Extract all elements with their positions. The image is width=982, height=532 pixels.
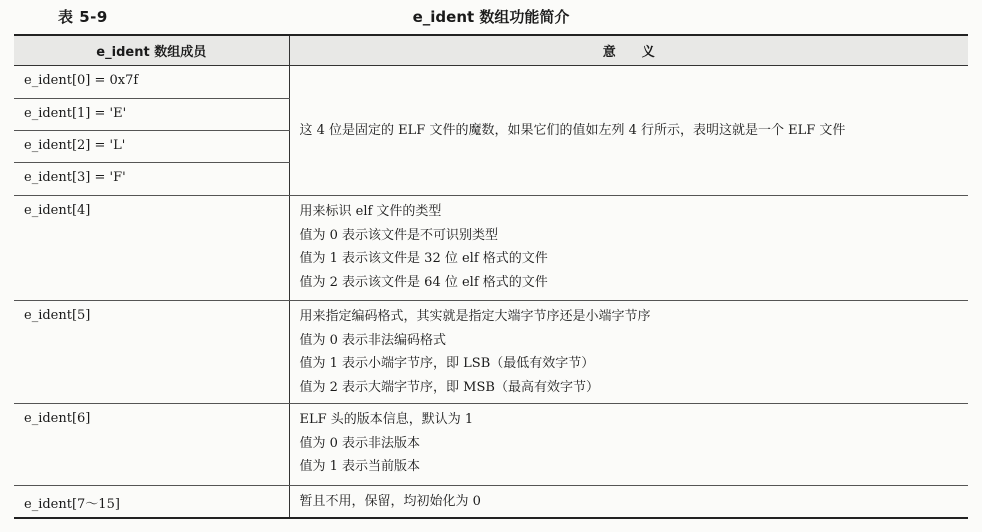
e-ident-table xyxy=(14,34,968,519)
table-number: 表 5-9 xyxy=(58,8,108,26)
table-row xyxy=(14,486,968,518)
table-title: e_ident 数组功能简介 xyxy=(412,8,570,26)
meaning-line: ELF 头的版本信息，默认为 1 xyxy=(299,412,474,427)
meaning-cell xyxy=(289,486,968,518)
meaning-line: 暂且不用，保留，均初始化为 0 xyxy=(299,494,481,509)
meaning-line: 值为 2 表示大端字节序，即 MSB（最高有效字节） xyxy=(299,379,599,395)
member-cell: e_ident[7～15] xyxy=(14,486,289,518)
member-cell: e_ident[6] xyxy=(14,404,289,486)
member-cell: e_ident[1] = 'E' xyxy=(14,99,289,131)
meaning-line: 值为 1 表示当前版本 xyxy=(299,459,421,474)
header-member: e_ident 数组成员 xyxy=(14,35,289,66)
table-row xyxy=(14,404,968,486)
meaning-line: 值为 0 表示非法编码格式 xyxy=(299,332,447,348)
meaning-line: 用来标识 elf 文件的类型 xyxy=(299,204,442,219)
meaning-line: 用来指定编码格式，其实就是指定大端字节序还是小端字节序 xyxy=(299,309,651,324)
meaning-cell xyxy=(289,301,968,404)
member-cell: e_ident[4] xyxy=(14,196,289,301)
meaning-cell xyxy=(289,196,968,301)
table-row xyxy=(14,66,968,99)
member-cell: e_ident[5] xyxy=(14,301,289,404)
member-cell: e_ident[0] = 0x7f xyxy=(14,66,289,99)
meaning-cell xyxy=(289,404,968,486)
table-header-row xyxy=(14,35,968,66)
member-cell: e_ident[2] = 'L' xyxy=(14,131,289,163)
table-row xyxy=(14,196,968,301)
meaning-line: 值为 0 表示该文件是不可识别类型 xyxy=(299,227,499,243)
meaning-line: 值为 2 表示该文件是 64 位 elf 格式的文件 xyxy=(299,274,548,290)
meaning-line: 值为 1 表示该文件是 32 位 elf 格式的文件 xyxy=(299,251,548,266)
member-cell: e_ident[3] = 'F' xyxy=(14,163,289,196)
magic-meaning-cell xyxy=(289,66,968,196)
header-meaning: 意 义 xyxy=(289,35,968,66)
meaning-line: 值为 1 表示小端字节序，即 LSB（最低有效字节） xyxy=(299,356,595,371)
table-row xyxy=(14,301,968,404)
meaning-line: 值为 0 表示非法版本 xyxy=(299,435,421,451)
meaning-text: 这 4 位是固定的 ELF 文件的魔数，如果它们的值如左列 4 行所示，表明这就是一个 ELF 文件 xyxy=(299,123,846,138)
